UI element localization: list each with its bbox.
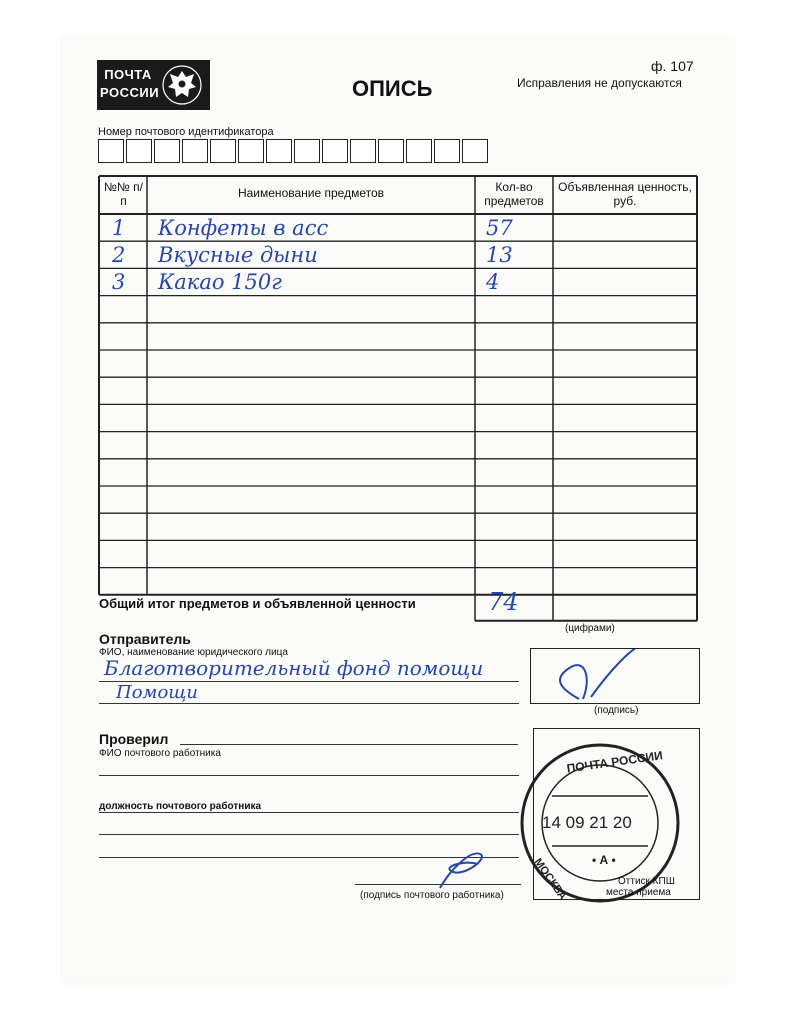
position-line-1	[99, 812, 519, 813]
stamp-letter: • А •	[592, 853, 616, 867]
stamp-caption: Оттиск КПШ	[618, 876, 675, 887]
no-corrections-note: Исправления не допускаются	[517, 76, 682, 90]
digits-caption: (цифрами)	[565, 623, 615, 634]
worker-signature-caption: (подпись почтового работника)	[360, 890, 504, 901]
sender-signature-box	[530, 648, 700, 704]
checked-line-1	[180, 744, 518, 745]
position-label: должность почтового работника	[99, 801, 262, 812]
row-number: 1	[112, 216, 126, 240]
row-number: 3	[112, 270, 126, 295]
sender-signature-icon	[531, 649, 699, 703]
col-header-num: №№ п/п	[104, 180, 143, 208]
row-quantity: 4	[486, 270, 500, 295]
total-qty: 74	[488, 588, 519, 616]
stamp-caption-suffix: места приема	[606, 887, 671, 898]
form-code: ф. 107	[651, 58, 694, 74]
row-number: 2	[112, 243, 126, 268]
sender-signature-caption: (подпись)	[594, 705, 639, 716]
sender-title: Отправитель	[99, 631, 191, 647]
sender-name-line-1: Благотворительный фонд помощи	[104, 656, 484, 680]
tracking-id-label: Номер почтового идентификатора	[98, 126, 274, 138]
total-label: Общий итог предметов и объявленной ценности	[99, 596, 416, 611]
col-header-qty: Кол-во предметов	[484, 180, 544, 208]
row-quantity: 57	[486, 216, 513, 240]
checked-line-2	[99, 775, 519, 776]
stamp-bottom-text: МОСКВА	[531, 856, 569, 903]
stamp-top-text: ПОЧТА РОССИИ	[565, 748, 664, 776]
stamp-date: 14 09 21 20	[542, 813, 632, 832]
col-header-value: Объявленная ценность, руб.	[558, 180, 692, 208]
checked-subtitle: ФИО почтового работника	[99, 748, 221, 759]
row-quantity: 13	[486, 243, 513, 268]
sender-line-2	[99, 703, 519, 704]
row-item-name: Какао 150г	[158, 270, 282, 295]
col-header-name: Наименование предметов	[237, 186, 385, 200]
row-item-name: Конфеты в асс	[158, 216, 329, 240]
logo-text: ПОЧТА РОССИИ	[100, 67, 160, 100]
row-item-name: Вкусные дыни	[158, 243, 318, 268]
sender-name-line-2: Помощи	[116, 682, 198, 703]
checked-title: Проверил	[99, 731, 169, 747]
position-line-2	[99, 834, 519, 835]
sender-subtitle: ФИО, наименование юридического лица	[99, 647, 288, 658]
page-title: ОПИСЬ	[352, 76, 433, 101]
